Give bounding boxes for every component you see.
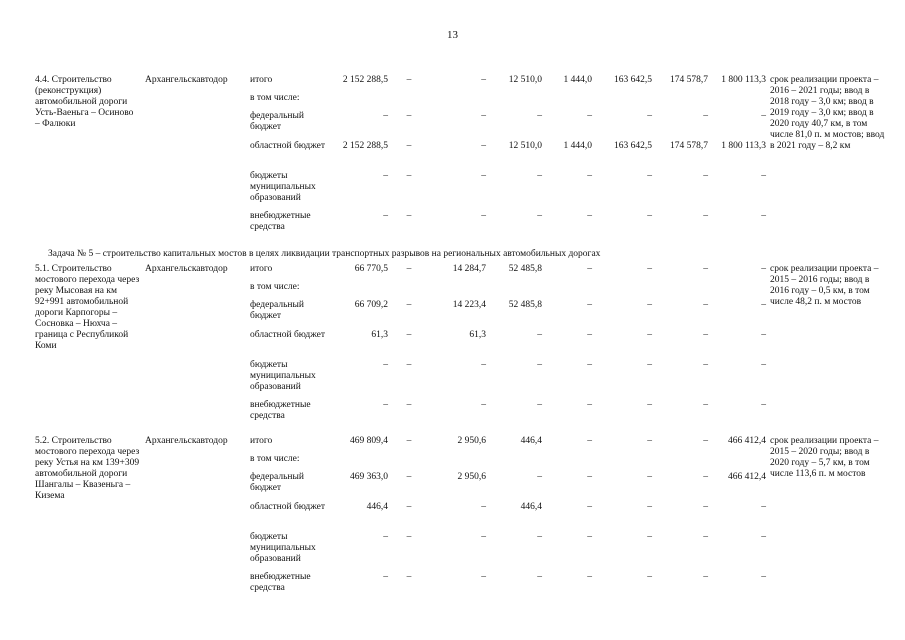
- funding-source: итого: [250, 264, 273, 274]
- table-cell: –: [703, 472, 708, 482]
- table-cell: –: [406, 141, 412, 151]
- page-number: 13: [447, 29, 458, 41]
- table-cell: –: [537, 472, 542, 482]
- funding-source: в том числе:: [250, 454, 300, 464]
- table-cell: 163 642,5: [614, 141, 652, 151]
- table-cell: –: [647, 360, 652, 370]
- table-cell: –: [481, 572, 486, 582]
- table-cell: –: [703, 436, 708, 446]
- table-cell: –: [406, 400, 412, 410]
- task-heading: Задача № 5 – строительство капитальных мостов в целях ликвидации транспортных разрывов на региональных автомобильных дорогах: [48, 249, 601, 259]
- table-cell: –: [383, 400, 388, 410]
- table-cell: 52 485,8: [508, 300, 542, 310]
- table-cell: 469 363,0: [350, 472, 388, 482]
- table-cell: –: [406, 75, 412, 85]
- table-cell: –: [406, 300, 412, 310]
- table-cell: –: [537, 400, 542, 410]
- table-cell: 446,4: [366, 502, 388, 512]
- table-cell: –: [647, 111, 652, 121]
- table-cell: –: [761, 572, 766, 582]
- table-cell: 52 485,8: [508, 264, 542, 274]
- table-cell: –: [481, 502, 486, 512]
- table-cell: 14 223,4: [452, 300, 486, 310]
- executor: Архангельскавтодор: [145, 75, 228, 85]
- table-cell: 14 284,7: [452, 264, 486, 274]
- table-cell: 1 800 113,3: [721, 141, 766, 151]
- table-cell: –: [703, 300, 708, 310]
- table-cell: –: [647, 502, 652, 512]
- table-cell: –: [537, 211, 542, 221]
- table-cell: –: [481, 532, 486, 542]
- funding-source: внебюджетные средства: [250, 211, 311, 232]
- table-cell: –: [537, 330, 542, 340]
- funding-source: бюджеты муниципальных образований: [250, 360, 316, 392]
- table-cell: 174 578,7: [670, 75, 708, 85]
- table-cell: –: [537, 360, 542, 370]
- table-cell: –: [406, 111, 412, 121]
- table-cell: 1 444,0: [563, 75, 592, 85]
- funding-source: бюджеты муниципальных образований: [250, 532, 316, 564]
- table-cell: –: [406, 211, 412, 221]
- table-cell: 12 510,0: [508, 75, 542, 85]
- table-cell: –: [647, 472, 652, 482]
- table-cell: –: [703, 572, 708, 582]
- table-cell: 1 800 113,3: [721, 75, 766, 85]
- table-cell: –: [587, 400, 592, 410]
- table-cell: –: [703, 532, 708, 542]
- funding-source: областной бюджет: [250, 141, 326, 151]
- table-cell: –: [383, 572, 388, 582]
- table-cell: –: [761, 330, 766, 340]
- funding-source: внебюджетные средства: [250, 572, 311, 593]
- table-cell: 446,4: [520, 436, 542, 446]
- table-cell: –: [703, 264, 708, 274]
- project-title: 4.4. Строительство (реконструкция) автомобильной дороги Усть-Ваеньга – Осиново – Фалюки: [35, 75, 134, 129]
- table-cell: –: [587, 330, 592, 340]
- table-cell: –: [703, 400, 708, 410]
- project-note: срок реализации проекта – 2015 – 2016 годы; ввод в 2016 году – 0,5 км, в том числе 48,2 п. м мостов: [770, 264, 879, 307]
- table-cell: –: [537, 532, 542, 542]
- table-cell: 469 809,4: [350, 436, 388, 446]
- funding-source: федеральный бюджет: [250, 300, 304, 321]
- table-cell: –: [587, 300, 592, 310]
- table-cell: –: [647, 211, 652, 221]
- table-cell: –: [587, 472, 592, 482]
- funding-source: федеральный бюджет: [250, 111, 304, 132]
- table-cell: –: [406, 472, 412, 482]
- table-cell: 2 152 288,5: [342, 141, 388, 151]
- table-cell: –: [406, 532, 412, 542]
- table-cell: –: [647, 330, 652, 340]
- funding-source: областной бюджет: [250, 330, 326, 340]
- table-cell: 12 510,0: [508, 141, 542, 151]
- table-cell: –: [647, 264, 652, 274]
- table-cell: 66 770,5: [354, 264, 388, 274]
- table-cell: –: [383, 211, 388, 221]
- project-note: срок реализации проекта – 2015 – 2020 годы; ввод в 2020 году – 5,7 км, в том числе 113,6 п. м мостов: [770, 436, 879, 479]
- table-cell: –: [647, 532, 652, 542]
- funding-source: итого: [250, 75, 273, 85]
- table-cell: –: [587, 211, 592, 221]
- table-cell: –: [761, 111, 766, 121]
- funding-source: итого: [250, 436, 273, 446]
- table-cell: –: [761, 211, 766, 221]
- table-cell: –: [761, 300, 766, 310]
- funding-source: в том числе:: [250, 282, 300, 292]
- project-note: срок реализации проекта – 2016 – 2021 годы; ввод в 2018 году – 3,0 км; ввод в 2019 году – 3,0 км; ввод в 2020 году 40,7 км, в том числе 81,0 п. м мостов; ввод в 2021 году – 8,2 км: [770, 75, 885, 151]
- funding-source: федеральный бюджет: [250, 472, 304, 493]
- table-cell: –: [703, 111, 708, 121]
- table-cell: –: [406, 360, 412, 370]
- table-cell: –: [761, 502, 766, 512]
- funding-source: в том числе:: [250, 93, 300, 103]
- table-cell: –: [537, 572, 542, 582]
- table-cell: –: [647, 171, 652, 181]
- table-cell: 61,3: [469, 330, 486, 340]
- table-cell: 446,4: [520, 502, 542, 512]
- funding-source: бюджеты муниципальных образований: [250, 171, 316, 203]
- table-cell: –: [587, 360, 592, 370]
- table-cell: 2 950,6: [457, 436, 486, 446]
- table-cell: –: [647, 572, 652, 582]
- table-cell: –: [406, 502, 412, 512]
- table-cell: –: [481, 75, 486, 85]
- table-cell: –: [647, 436, 652, 446]
- table-cell: –: [761, 264, 766, 274]
- funding-source: областной бюджет: [250, 502, 326, 512]
- funding-source: внебюджетные средства: [250, 400, 311, 421]
- table-cell: –: [703, 171, 708, 181]
- table-cell: –: [587, 436, 592, 446]
- table-cell: –: [406, 264, 412, 274]
- executor: Архангельскавтодор: [145, 264, 228, 274]
- table-cell: 2 950,6: [457, 472, 486, 482]
- table-cell: 2 152 288,5: [342, 75, 388, 85]
- table-cell: –: [703, 502, 708, 512]
- table-cell: –: [761, 360, 766, 370]
- table-cell: –: [481, 171, 486, 181]
- table-cell: 174 578,7: [670, 141, 708, 151]
- table-cell: –: [587, 171, 592, 181]
- table-cell: 1 444,0: [563, 141, 592, 151]
- table-cell: –: [481, 141, 486, 151]
- table-cell: –: [587, 532, 592, 542]
- table-cell: –: [406, 436, 412, 446]
- table-cell: 61,3: [371, 330, 388, 340]
- table-cell: –: [703, 360, 708, 370]
- table-cell: –: [761, 532, 766, 542]
- table-cell: 66 709,2: [354, 300, 388, 310]
- table-cell: –: [587, 264, 592, 274]
- table-cell: –: [537, 171, 542, 181]
- table-cell: –: [761, 400, 766, 410]
- table-cell: –: [383, 532, 388, 542]
- table-cell: –: [481, 111, 486, 121]
- table-cell: –: [481, 400, 486, 410]
- table-cell: –: [406, 572, 412, 582]
- table-cell: –: [761, 171, 766, 181]
- table-cell: 466 412,4: [728, 472, 766, 482]
- table-cell: –: [383, 171, 388, 181]
- table-cell: 163 642,5: [614, 75, 652, 85]
- table-cell: –: [406, 171, 412, 181]
- table-cell: –: [537, 111, 542, 121]
- table-cell: –: [703, 211, 708, 221]
- table-cell: –: [587, 572, 592, 582]
- table-cell: –: [383, 360, 388, 370]
- table-cell: –: [406, 330, 412, 340]
- table-cell: –: [481, 211, 486, 221]
- executor: Архангельскавтодор: [145, 436, 228, 446]
- table-cell: –: [587, 502, 592, 512]
- project-title: 5.1. Строительство мостового перехода через реку Мысовая на км 92+991 автомобильной дороги Карпогоры – Сосновка – Нюхча – граница с Республикой Коми: [35, 264, 140, 351]
- project-title: 5.2. Строительство мостового перехода через реку Устья на км 139+309 автомобильной дороги Шангалы – Квазеньга – Кизема: [35, 436, 140, 501]
- table-cell: –: [481, 360, 486, 370]
- table-cell: –: [383, 111, 388, 121]
- table-cell: –: [703, 330, 708, 340]
- table-cell: –: [647, 300, 652, 310]
- table-cell: –: [587, 111, 592, 121]
- table-cell: –: [647, 400, 652, 410]
- table-cell: 466 412,4: [728, 436, 766, 446]
